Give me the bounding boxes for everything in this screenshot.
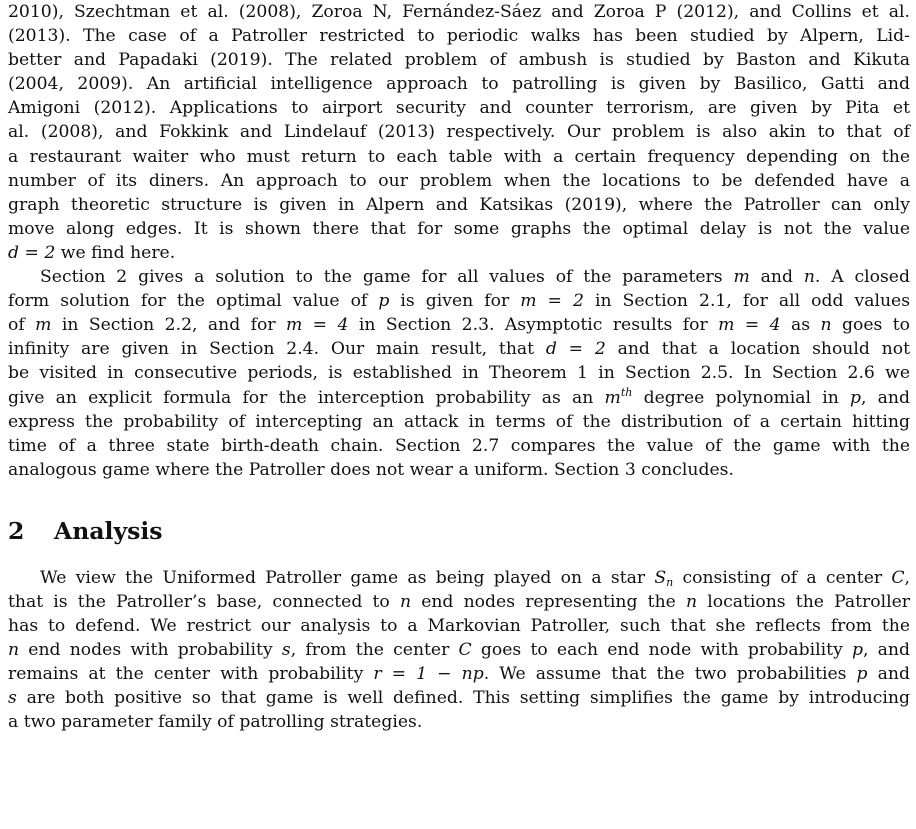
analysis-line-4: n end nodes with probability s, from the center C goes to each end node with probability p, and bbox=[8, 640, 910, 661]
intro-line-4: (2004, 2009). An artificial intelligence approach to patrolling is given by Basilico, Gatti and bbox=[8, 74, 910, 95]
intro-line-11: d = 2 we find here. bbox=[8, 242, 176, 263]
analysis-line-2: that is the Patroller’s base, connected to n end nodes representing the n locations the Patroller bbox=[8, 591, 910, 612]
section-title: Analysis bbox=[54, 516, 163, 545]
outline-line-9: analogous game where the Patroller does not wear a uniform. Section 3 concludes. bbox=[8, 459, 734, 480]
math-d-eq-2: d = 2 bbox=[8, 242, 56, 263]
outline-line-4: infinity are given in Section 2.4. Our main result, that d = 2 and that a location should not bbox=[8, 339, 911, 360]
intro-paragraph bbox=[8, 0, 910, 265]
intro-line-7: a restaurant waiter who must return to each table with a certain frequency depending on the bbox=[8, 146, 910, 167]
analysis-line-3: has to defend. We restrict our analysis to a Markovian Patroller, such that she reflects from the bbox=[8, 616, 910, 637]
outline-line-7: express the probability of intercepting an attack in terms of the distribution of a certain hitting bbox=[8, 411, 910, 432]
analysis-line-1: We view the Uniformed Patroller game as being played on a star $S_n$ consisting of a center C, bbox=[40, 567, 910, 589]
section-number: 2 bbox=[8, 516, 25, 545]
outline-line-5: be visited in consecutive periods, is established in Theorem 1 in Section 2.5. In Section 2.6 we bbox=[8, 363, 910, 384]
analysis-line-6: s are both positive so that game is well defined. This setting simplifies the game by introducing bbox=[8, 688, 910, 709]
intro-line-1: 2010), Szechtman et al. (2008), Zoroa N, Fernández-Sáez and Zoroa P (2012), and Collins et al. bbox=[8, 2, 910, 22]
intro-line-8: number of its diners. An approach to our problem when the locations to be defended have a bbox=[8, 170, 910, 191]
outline-line-6: give an explicit formula for the interception probability as an $m^{th}$ degree polynomial in p, and bbox=[8, 385, 911, 408]
intro-line-3: better and Papadaki (2019). The related problem of ambush is studied by Baston and Kikuta bbox=[8, 50, 910, 71]
intro-line-2: (2013). The case of a Patroller restricted to periodic walks has been studied by Alpern, Lid- bbox=[8, 26, 910, 47]
outline-line-3: of m in Section 2.2, and for m = 4 in Section 2.3. Asymptotic results for m = 4 as n goes to bbox=[8, 315, 910, 336]
intro-line-6: al. (2008), and Fokkink and Lindelauf (2013) respectively. Our problem is also akin to that of bbox=[8, 122, 910, 143]
intro-line-10: move along edges. It is shown there that for some graphs the optimal delay is not the value bbox=[8, 218, 910, 239]
outline-line-1: Section 2 gives a solution to the game for all values of the parameters m and n. A closed bbox=[40, 267, 910, 288]
intro-line-9: graph theoretic structure is given in Alpern and Katsikas (2019), where the Patroller can only bbox=[8, 194, 910, 215]
intro-line-5: Amigoni (2012). Applications to airport security and counter terrorism, are given by Pita et bbox=[8, 98, 910, 119]
analysis-paragraph bbox=[8, 566, 910, 735]
outline-line-2: form solution for the optimal value of p is given for m = 2 in Section 2.1, for all odd values bbox=[8, 291, 911, 312]
outline-paragraph bbox=[8, 265, 910, 482]
paper-page bbox=[8, 0, 910, 735]
analysis-line-5: remains at the center with probability r = 1 − np. We assume that the two probabilities p and bbox=[8, 664, 910, 685]
section-heading bbox=[8, 516, 910, 546]
analysis-line-7: a two parameter family of patrolling strategies. bbox=[8, 712, 423, 733]
outline-line-8: time of a three state birth-death chain. Section 2.7 compares the value of the game with the bbox=[8, 435, 910, 456]
